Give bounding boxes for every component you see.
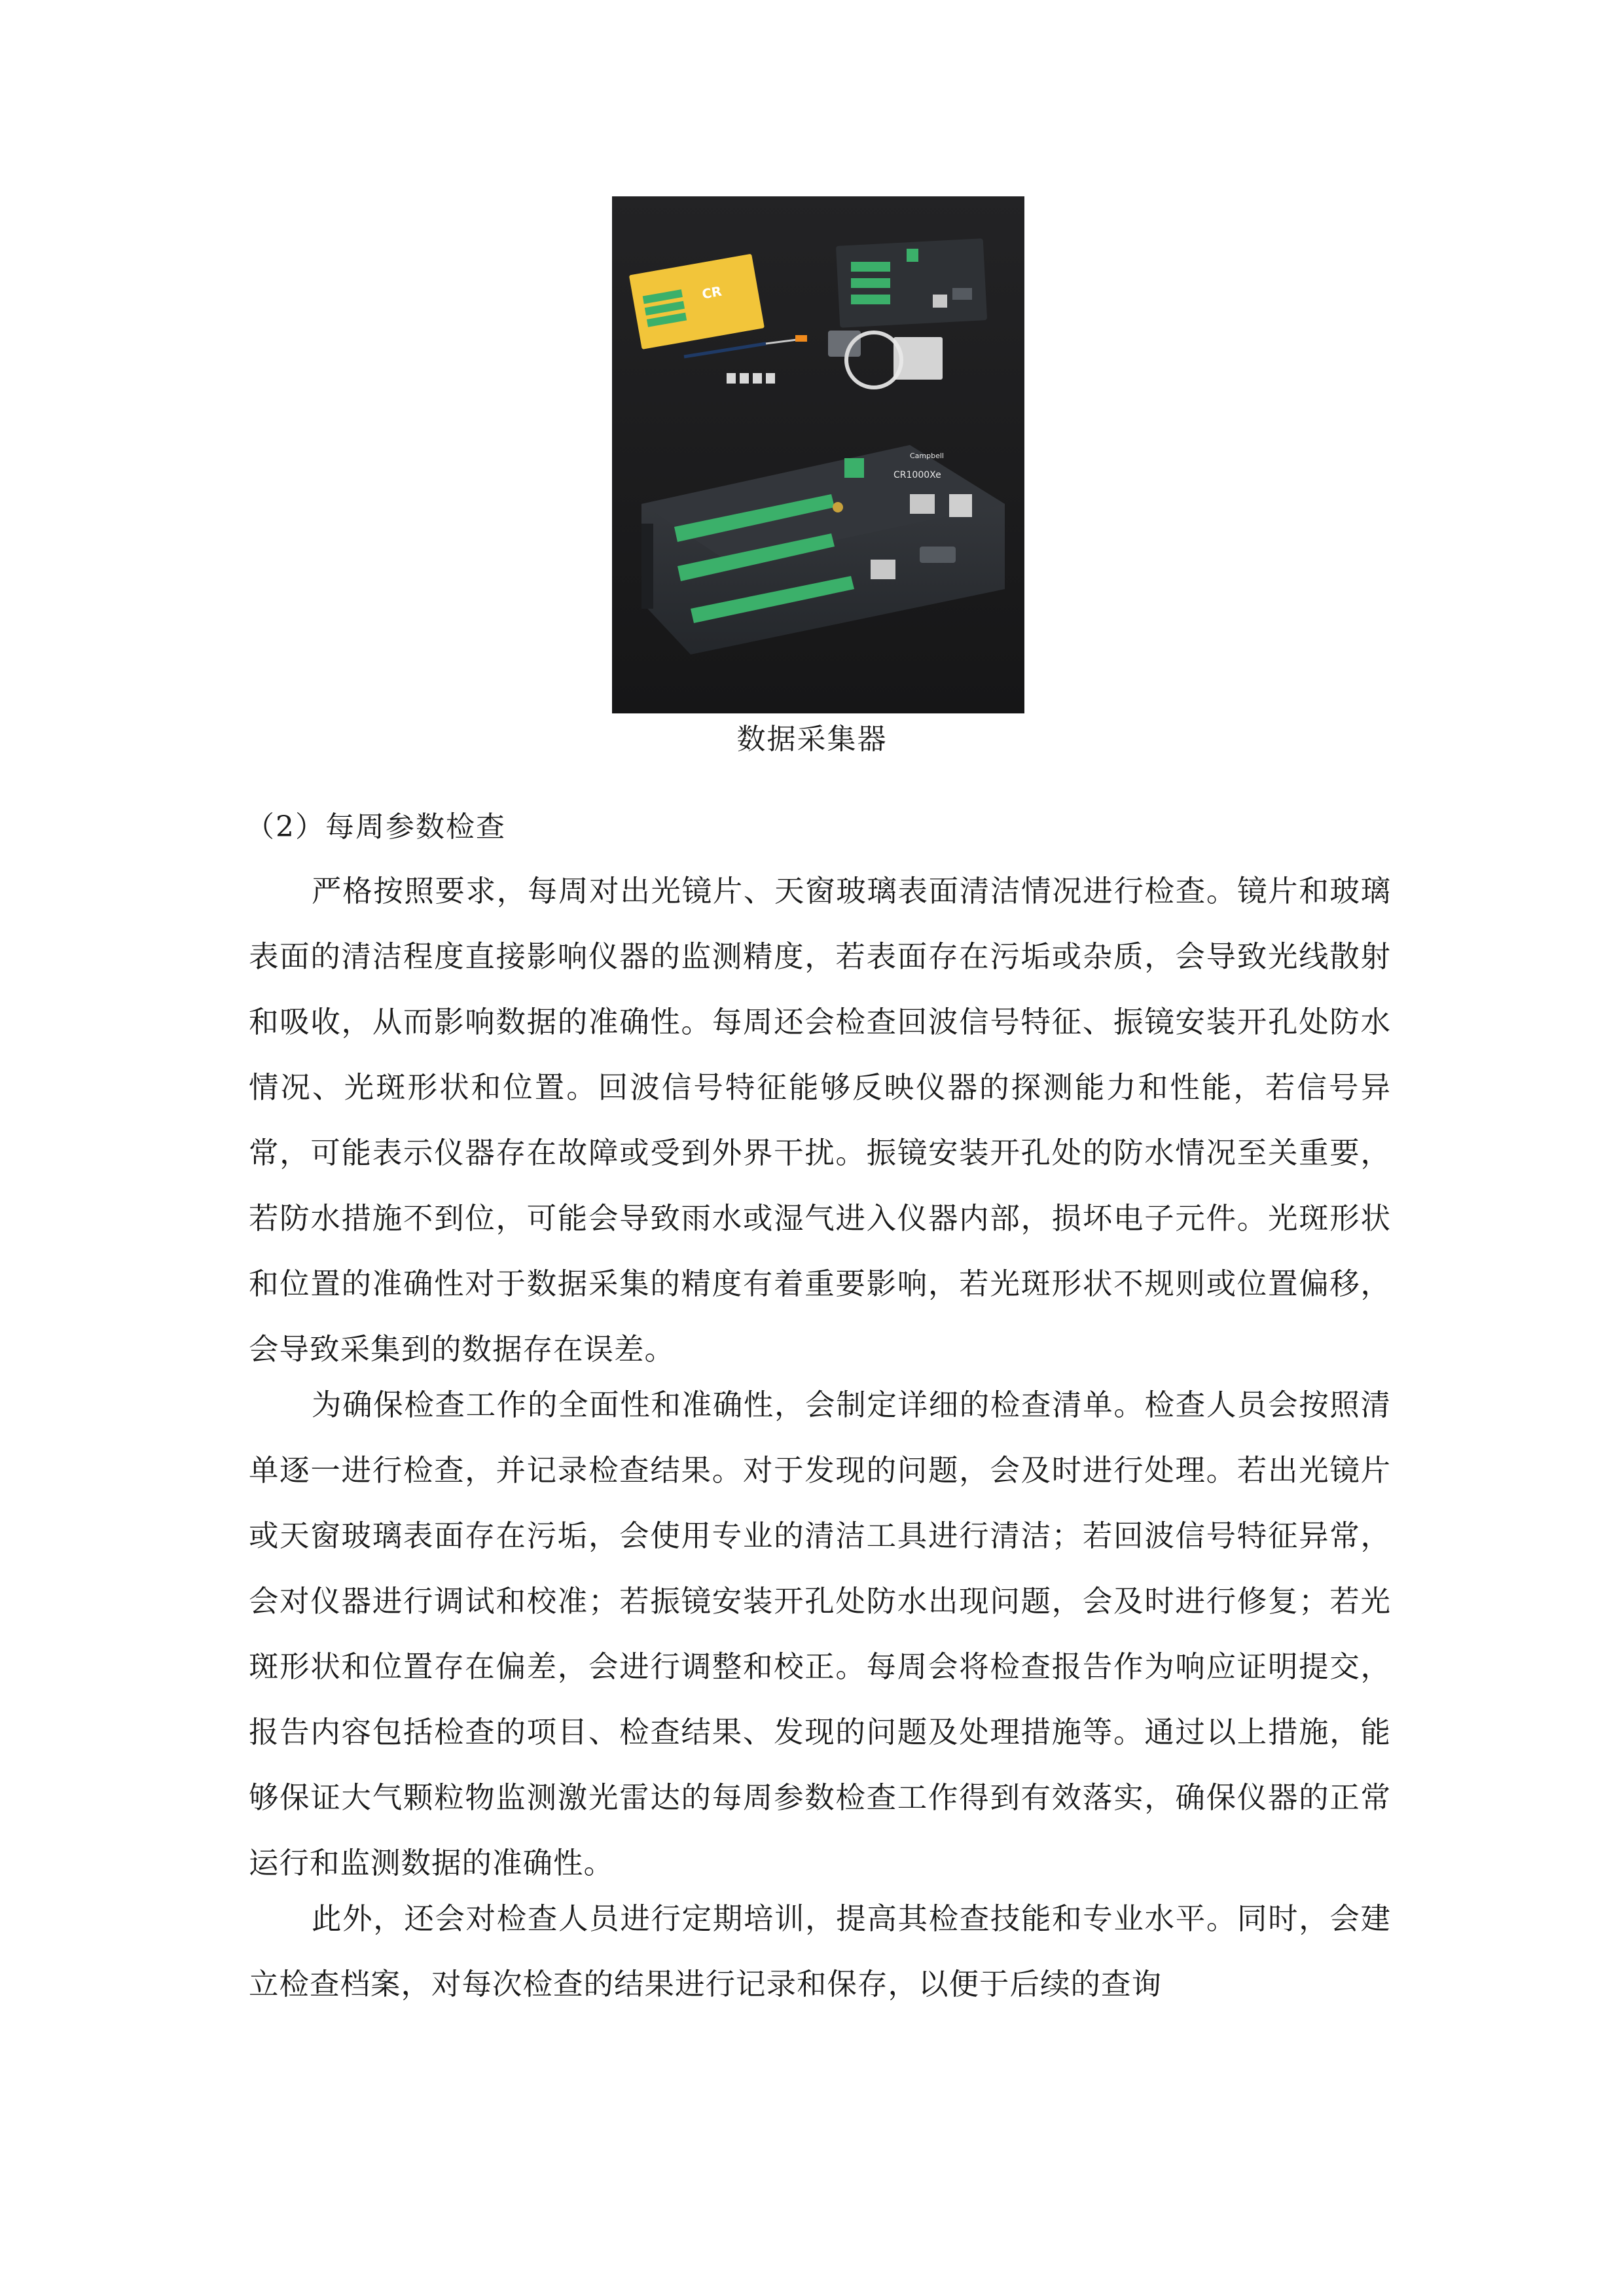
- device-model-text: CR1000Xe: [893, 470, 941, 480]
- paragraph: 此外，还会对检查人员进行定期培训，提高其检查技能和专业水平。同时，会建立检查档案，对每次检查的结果进行记录和保存，以便于后续的查询: [249, 1901, 1391, 2001]
- paragraph: 为确保检查工作的全面性和准确性，会制定详细的检查清单。检查人员会按照清单逐一进行检查，并记录检查结果。对于发现的问题，会及时进行处理。若出光镜片或天窗玻璃表面存在污垢，会使用专业的清洁工具进行清洁；若回波信号特征异常，会对仪器进行调试和校准；若振镜安装开孔处防水出现问题，会及时进行修复；若光斑形状和位置存在偏差，会进行调整和校正。每周会将检查报告作为响应证明提交，报告内容包括检查的项目、检查结果、发现的问题及处理措施等。通过以上措施，能够保证大气颗粒物监测激光雷达的每周参数检查工作得到有效落实，确保仪器的正常运行和监测数据的准确性。: [249, 1388, 1391, 1880]
- logger-top-view: [836, 238, 987, 328]
- device-brand-text: Campbell: [910, 452, 944, 460]
- paragraph: 严格按照要求，每周对出光镜片、天窗玻璃表面清洁情况进行检查。镜片和玻璃表面的清洁程度直接影响仪器的监测精度，若表面存在污垢或杂质，会导致光线散射和吸收，从而影响数据的准确性。每周还会检查回波信号特征、振镜安装开孔处防水情况、光斑形状和位置。回波信号特征能够反映仪器的探测能力和性能，若信号异常，可能表示仪器存在故障或受到外界干扰。振镜安装开孔处的防水情况至关重要，若防水措施不到位，可能会导致雨水或湿气进入仪器内部，损坏电子元件。光斑形状和位置的准确性对于数据采集的精度有着重要影响，若光斑形状不规则或位置偏移，会导致采集到的数据存在误差。: [249, 874, 1391, 1367]
- data-logger-photo: [612, 196, 1024, 713]
- figure-caption: 数据采集器: [736, 723, 888, 756]
- card-model-text: CR: [700, 283, 723, 302]
- section-heading: （2）每周参数检查: [245, 810, 506, 844]
